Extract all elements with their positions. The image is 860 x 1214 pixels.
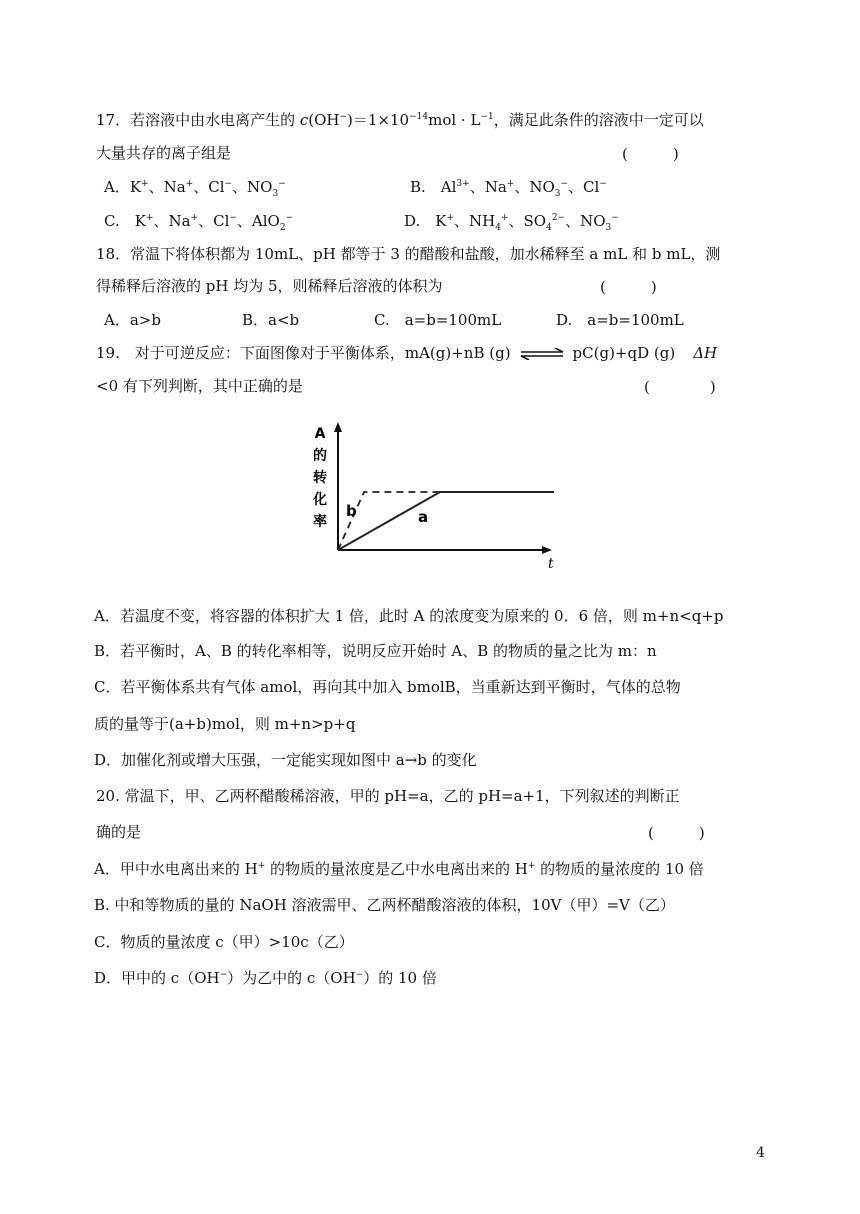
q18-answer-paren: ( ) [600,278,657,296]
q17-b-no: 、NO [514,178,555,196]
equilibrium-arrow-icon [519,348,565,360]
graph-ylabel-2: 转 [313,470,327,486]
q17-oh: (OH [308,111,340,129]
q18-option-a: A．a>b [104,311,161,329]
q17-option-c [104,211,293,231]
q18-option-b: B．a<b [242,311,300,329]
q17-b-na: 、Na [469,178,507,196]
q17-value: )＝1×10 [347,111,410,129]
q18-line1: 18．常温下将体积都为 10mL、pH 都等于 3 的醋酸和盐酸，加水稀释至 a mL 和 b mL，测 [96,245,721,263]
q17-d-so-sub: 4 [546,223,552,233]
q17-c-k: C. K [104,212,146,230]
q20-d-oh-charge-2: − [355,970,364,980]
conversion-graph-svg [300,418,560,568]
graph-curve-a [338,492,554,550]
q17-c-na: 、Na [153,212,191,230]
q17-d-so-charge: 2− [551,213,566,223]
q17-exponent: −14 [409,112,429,122]
q19-option-a: A．若温度不变，将容器的体积扩大 1 倍，此时 A 的浓度变为原来的 0．6 倍，则 m+n<q+p [94,607,724,625]
graph-y-arrow-icon [334,422,342,432]
q19-line1 [96,343,717,363]
q17-d-k: D. K [404,212,447,230]
q17-a-cl: 、Cl [193,178,225,196]
q17-a-no-sub: 3 [272,189,279,199]
q20-a-part2: 的物质的量浓度是乙中水电离出来的 H [265,860,528,878]
q17-a-no-charge: − [278,179,286,189]
q17-text: 17．若溶液中由水电离产生的 [96,111,300,129]
q18-line2: 得稀释后溶液的 pH 均为 5，则稀释后溶液的体积为 [96,277,443,295]
q19-option-b: B．若平衡时，A、B 的转化率相等，说明反应开始时 A、B 的物质的量之比为 m：n [94,642,657,660]
q17-d-no-sub: 3 [605,223,612,233]
graph-ylabel-3: 化 [313,492,327,508]
page-number: 4 [756,1145,765,1161]
q17-d-no: 、NO [565,212,606,230]
q20-option-d [94,968,437,988]
q19-option-c-line1: C．若平衡体系共有气体 amol，再向其中加入 bmolB，当重新达到平衡时，气体的总物 [94,678,681,696]
q19-answer-paren: ( ) [644,378,716,396]
q19-option-d: D．加催化剂或增大压强，一定能实现如图中 a→b 的变化 [94,751,477,769]
q20-d-oh-charge-1: − [219,970,228,980]
q17-c-cl: 、Cl [198,212,230,230]
q20-answer-paren: ( ) [648,824,705,842]
graph-ylabel-0: A [314,426,326,442]
q17-b-no-charge: − [560,179,569,189]
q20-d-part2: ）为乙中的 c（OH [227,969,356,987]
q19-option-c-line2: 质的量等于(a+b)mol，则 m+n>p+q [94,715,356,733]
conversion-graph [300,418,560,568]
graph-ylabel-4: 率 [313,514,327,530]
q17-line1 [96,110,704,130]
q17-d-nh: 、NH [454,212,496,230]
q17-unit: mol · L [428,111,481,129]
q17-c-na-charge: + [190,213,199,223]
q17-b-na-charge: + [506,179,515,189]
q20-option-c: C．物质的量浓度 c（甲）>10c（乙） [94,933,354,951]
q17-answer-paren: ( ) [622,145,679,163]
q17-option-b [410,177,607,197]
q17-text-end: ，满足此条件的溶液中一定可以 [493,111,704,129]
q17-c-alo-sub: 2 [279,223,286,233]
q20-d-part3: ）的 10 倍 [363,969,437,987]
q17-b-cl: 、Cl [568,178,600,196]
q20-a-h-charge-1: + [257,861,266,871]
q20-line1: 20. 常温下，甲、乙两杯醋酸稀溶液，甲的 pH=a，乙的 pH=a+1，下列叙述的判断正 [96,787,680,805]
q20-d-part1: D．甲中的 c（OH [94,969,220,987]
q17-a-na-charge: + [185,179,194,189]
q17-oh-charge: − [339,112,348,122]
q20-a-part1: A．甲中水电离出来的 H [94,860,258,878]
q17-c: c [299,111,309,129]
q19-delta-h: ΔH [693,344,718,362]
graph-xlabel: t [548,556,554,568]
q17-d-k-charge: + [446,213,455,223]
graph-x-arrow-icon [542,546,552,554]
q17-c-k-charge: + [145,213,154,223]
q19-line2: <0 有下列判断，其中正确的是 [96,377,303,395]
q20-line2: 确的是 [96,823,142,841]
q17-a-na: 、Na [148,178,186,196]
q17-c-alo: 、AlO [236,212,280,230]
q17-option-a [104,177,286,197]
graph-label-a: a [418,508,429,526]
q17-b-al-charge: 3+ [456,179,470,189]
q17-b-no-sub: 3 [554,189,561,199]
graph-ylabel-1: 的 [313,448,327,464]
q17-d-so: 、SO [508,212,547,230]
q17-a-k: A．K [104,178,142,196]
q17-c-cl-charge: − [229,213,237,223]
q17-d-nh-charge: + [500,213,509,223]
q17-option-d [404,211,619,231]
q17-c-alo-charge: − [285,213,294,223]
q17-d-no-charge: − [611,213,619,223]
q20-option-a [94,859,704,879]
q17-line2: 大量共存的离子组是 [96,144,232,162]
q17-b-cl-charge: − [599,179,607,189]
q17-b-al: B. Al [410,178,457,196]
q19-reactants: 19. 对于可逆反应：下面图像对于平衡体系，mA(g)+nB (g) [96,344,511,362]
q17-a-no: 、NO [232,178,273,196]
q17-unit-exponent: −1 [480,112,494,122]
q18-option-d: D. a=b=100mL [556,311,684,329]
graph-label-b: b [346,502,357,520]
q20-a-part3: 的物质的量浓度的 10 倍 [535,860,704,878]
q20-option-b: B. 中和等物质的量的 NaOH 溶液需甲、乙两杯醋酸溶液的体积，10V（甲）=V（乙） [94,896,675,914]
q17-d-nh-sub: 4 [495,223,501,233]
q20-a-h-charge-2: + [527,861,536,871]
q17-a-k-charge: + [141,179,149,189]
q19-products: pC(g)+qD (g) [572,344,676,362]
q17-a-cl-charge: − [224,179,233,189]
q18-option-c: C. a=b=100mL [374,311,502,329]
